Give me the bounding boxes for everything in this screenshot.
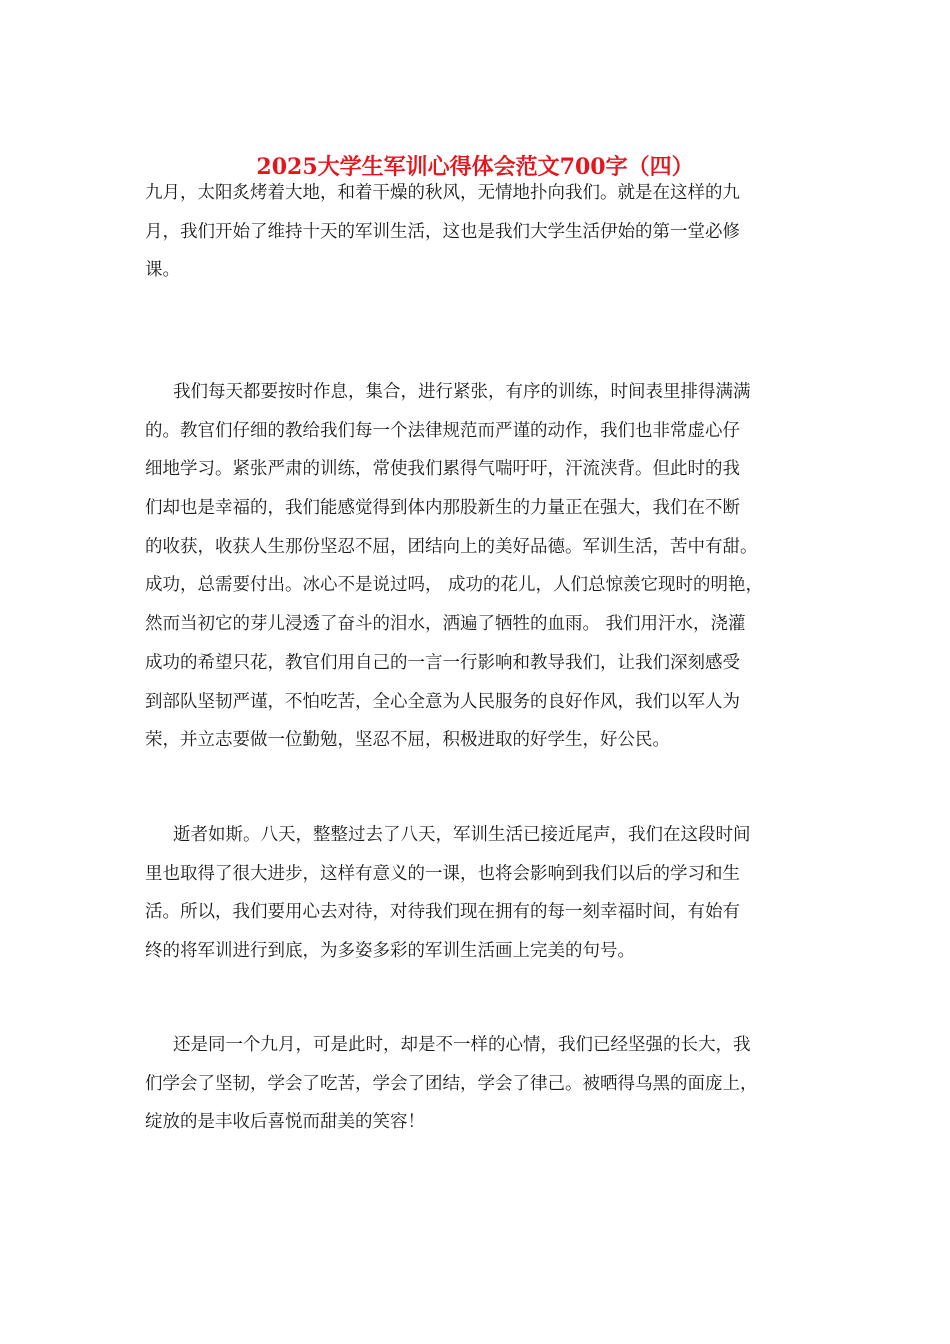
paragraph-line: 细地学习。紧张严肃的训练，常使我们累得气喘吁吁，汗流浃背。但此时的我 [145, 459, 740, 480]
paragraph-1 [145, 174, 815, 290]
paragraph-4 [145, 1026, 815, 1142]
paragraph-line: 然而当初它的芽儿浸透了奋斗的泪水，洒遍了牺牲的血雨。 我们用汗水，浇灌 [145, 614, 746, 635]
paragraph-line: 逝者如斯。八天，整整过去了八天，军训生活已接近尾声，我们在这段时间 [173, 825, 751, 845]
paragraph-line: 成功的希望只花，教官们用自己的一言一行影响和教导我们，让我们深刻感受 [145, 652, 740, 673]
paragraph-line: 里也取得了很大进步，这样有意义的一课，也将会影响到我们以后的学习和生 [145, 863, 740, 884]
paragraph-line: 荣，并立志要做一位勤勉，坚忍不屈，积极进取的好学生，好公民。 [145, 730, 670, 751]
paragraph-line: 们学会了坚韧，学会了吃苦，学会了团结，学会了律己。被晒得乌黑的面庞上， [145, 1073, 758, 1094]
paragraph-line: 的收获，收获人生那份坚忍不屈，团结向上的美好品德。军训生活，苦中有甜。 [145, 536, 758, 557]
paragraph-line: 们却也是幸福的，我们能感觉得到体内那股新生的力量正在强大，我们在不断 [145, 498, 740, 519]
paragraph-line: 还是同一个九月，可是此时，却是不一样的心情，我们已经坚强的长大，我 [173, 1035, 751, 1055]
paragraph-line: 绽放的是丰收后喜悦而甜美的笑容！ [145, 1112, 425, 1133]
paragraph-line: 九月，太阳炙烤着大地，和着干燥的秋风，无情地扑向我们。就是在这样的九 [145, 183, 740, 203]
paragraph-line: 成功，总需要付出。冰心不是说过吗， 成功的花儿，人们总惊羡它现时的明艳， [145, 575, 764, 596]
paragraph-line: 到部队坚韧严谨，不怕吃苦，全心全意为人民服务的良好作风，我们以军人为 [145, 691, 740, 712]
paragraph-2 [145, 373, 815, 760]
paragraph-line: 终的将军训进行到底，为多姿多彩的军训生活画上完美的句号。 [145, 941, 635, 962]
paragraph-line: 的。教官们仔细的教给我们每一个法律规范而严谨的动作，我们也非常虚心仔 [145, 420, 740, 441]
paragraph-line: 课。 [145, 260, 180, 281]
paragraph-line: 月，我们开始了维持十天的军训生活，这也是我们大学生活伊始的第一堂必修 [145, 221, 740, 242]
paragraph-3 [145, 816, 815, 971]
paragraph-line: 活。所以，我们要用心去对待，对待我们现在拥有的每一刻幸福时间，有始有 [145, 902, 740, 923]
paragraph-line: 我们每天都要按时作息，集合，进行紧张，有序的训练，时间表里排得满满 [173, 382, 751, 402]
document-title: 2025大学生军训心得体会范文700字（四） [256, 154, 694, 180]
